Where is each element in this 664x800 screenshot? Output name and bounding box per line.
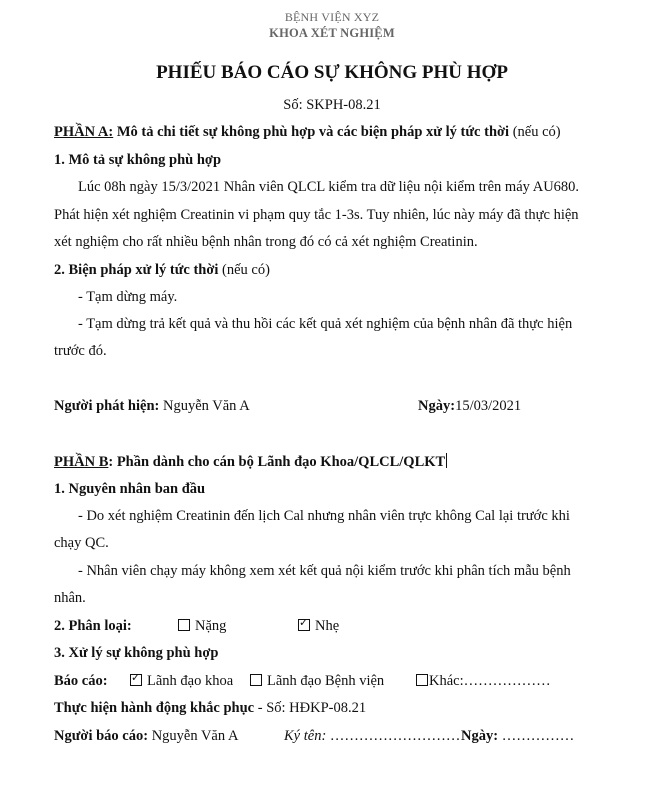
mild-checkbox-checked-icon[interactable] bbox=[298, 619, 310, 631]
report-option-other[interactable] bbox=[416, 673, 551, 690]
part-b-title: : Phần dành cho cán bộ Lãnh đạo Khoa/QLCL/QLKT bbox=[108, 454, 446, 470]
document-title: PHIẾU BÁO CÁO SỰ KHÔNG PHÙ HỢP bbox=[156, 62, 508, 83]
section-a2-item2-line2: trước đó. bbox=[54, 343, 107, 359]
section-b1-item2-line1: - Nhân viên chạy máy không xem xét kết quả nội kiểm trước khi phân tích mẫu bệnh bbox=[78, 563, 571, 579]
detection-date-value: 15/03/2021 bbox=[455, 398, 522, 414]
detector-name: Nguyễn Văn A bbox=[159, 398, 250, 414]
section-a1-line2: Phát hiện xét nghiệm Creatinin vi phạm quy tắc 1-3s. Tuy nhiên, lúc này máy đã thực hiện bbox=[54, 207, 579, 223]
department-name: KHOA XÉT NGHIỆM bbox=[269, 26, 395, 40]
section-b3-title: 3. Xử lý sự không phù hợp bbox=[54, 645, 219, 661]
severe-checkbox-icon[interactable] bbox=[178, 619, 190, 631]
detector-label: Người phát hiện: bbox=[54, 398, 160, 414]
part-b-heading bbox=[54, 453, 447, 471]
section-a2-item1: - Tạm dừng máy. bbox=[78, 289, 178, 305]
hospital-name: BỆNH VIỆN XYZ bbox=[284, 10, 380, 24]
report-option-hospital[interactable] bbox=[250, 673, 384, 690]
section-a1-line3: xét nghiệm cho rất nhiều bệnh nhân trong đó có cả xét nghiệm Creatinin. bbox=[54, 234, 478, 250]
section-a1-line1: Lúc 08h ngày 15/3/2021 Nhân viên QLCL kiểm tra dữ liệu nội kiểm trên máy AU680. bbox=[78, 179, 580, 195]
section-a1-title: 1. Mô tả sự không phù hợp bbox=[54, 152, 222, 168]
report-date-dots[interactable]: …………… bbox=[498, 728, 575, 744]
option-severe-label: Nặng bbox=[195, 618, 227, 634]
hospital-checkbox-icon[interactable] bbox=[250, 674, 262, 686]
section-a2-label: 2. Biện pháp xử lý tức thời bbox=[54, 262, 219, 278]
corrective-action-row bbox=[54, 700, 366, 717]
section-a2-title bbox=[54, 262, 270, 279]
reporter-row bbox=[54, 728, 238, 745]
report-date-row bbox=[461, 728, 574, 745]
classification-label: 2. Phân loại: bbox=[54, 618, 132, 634]
part-b-label: PHẦN B bbox=[54, 454, 109, 470]
option-severe[interactable] bbox=[178, 618, 226, 635]
reporter-name: Nguyễn Văn A bbox=[148, 728, 239, 744]
classification-row bbox=[54, 618, 132, 635]
part-a-title: Mô tả chi tiết sự không phù hợp và các biện pháp xử lý tức thời bbox=[113, 124, 510, 140]
report-label: Báo cáo: bbox=[54, 673, 108, 689]
document-number: Số: SKPH-08.21 bbox=[283, 97, 381, 113]
section-b1-item1-line2: chạy QC. bbox=[54, 535, 109, 551]
text-cursor bbox=[446, 453, 447, 468]
corrective-action-number: - Số: HĐKP-08.21 bbox=[254, 700, 367, 716]
signature-label: Ký tên: bbox=[284, 728, 327, 744]
section-a2-item2-line1: - Tạm dừng trả kết quả và thu hồi các kết quả xét nghiệm của bệnh nhân đã thực hiện bbox=[78, 316, 573, 332]
part-a-heading bbox=[54, 124, 561, 141]
part-a-suffix: (nếu có) bbox=[509, 124, 561, 140]
detection-date-row bbox=[418, 398, 521, 415]
detector-row bbox=[54, 398, 250, 415]
section-b1-title: 1. Nguyên nhân ban đầu bbox=[54, 481, 206, 497]
dept-checkbox-checked-icon[interactable] bbox=[130, 674, 142, 686]
corrective-action-label: Thực hiện hành động khắc phục bbox=[54, 700, 255, 716]
report-date-label: Ngày: bbox=[461, 728, 499, 744]
report-option-hospital-label: Lãnh đạo Bệnh viện bbox=[267, 673, 385, 689]
reporter-label: Người báo cáo: bbox=[54, 728, 149, 744]
detection-date-label: Ngày: bbox=[418, 398, 456, 414]
signature-row bbox=[284, 728, 460, 745]
section-b1-item1-line1: - Do xét nghiệm Creatinin đến lịch Cal nhưng nhân viên trực không Cal lại trước khi bbox=[78, 508, 570, 524]
part-a-label: PHẦN A: bbox=[54, 124, 114, 140]
other-checkbox-icon[interactable] bbox=[416, 674, 428, 686]
report-option-dept-label: Lãnh đạo khoa bbox=[147, 673, 234, 689]
option-mild[interactable] bbox=[298, 618, 339, 635]
section-b1-item2-line2: nhân. bbox=[54, 590, 86, 606]
section-a2-suffix: (nếu có) bbox=[218, 262, 270, 278]
report-row bbox=[54, 673, 108, 690]
report-option-other-label: Khác:……………… bbox=[429, 673, 551, 689]
report-option-dept[interactable] bbox=[130, 673, 233, 690]
option-mild-label: Nhẹ bbox=[315, 618, 340, 634]
signature-dots[interactable]: ……………………… bbox=[326, 728, 461, 744]
